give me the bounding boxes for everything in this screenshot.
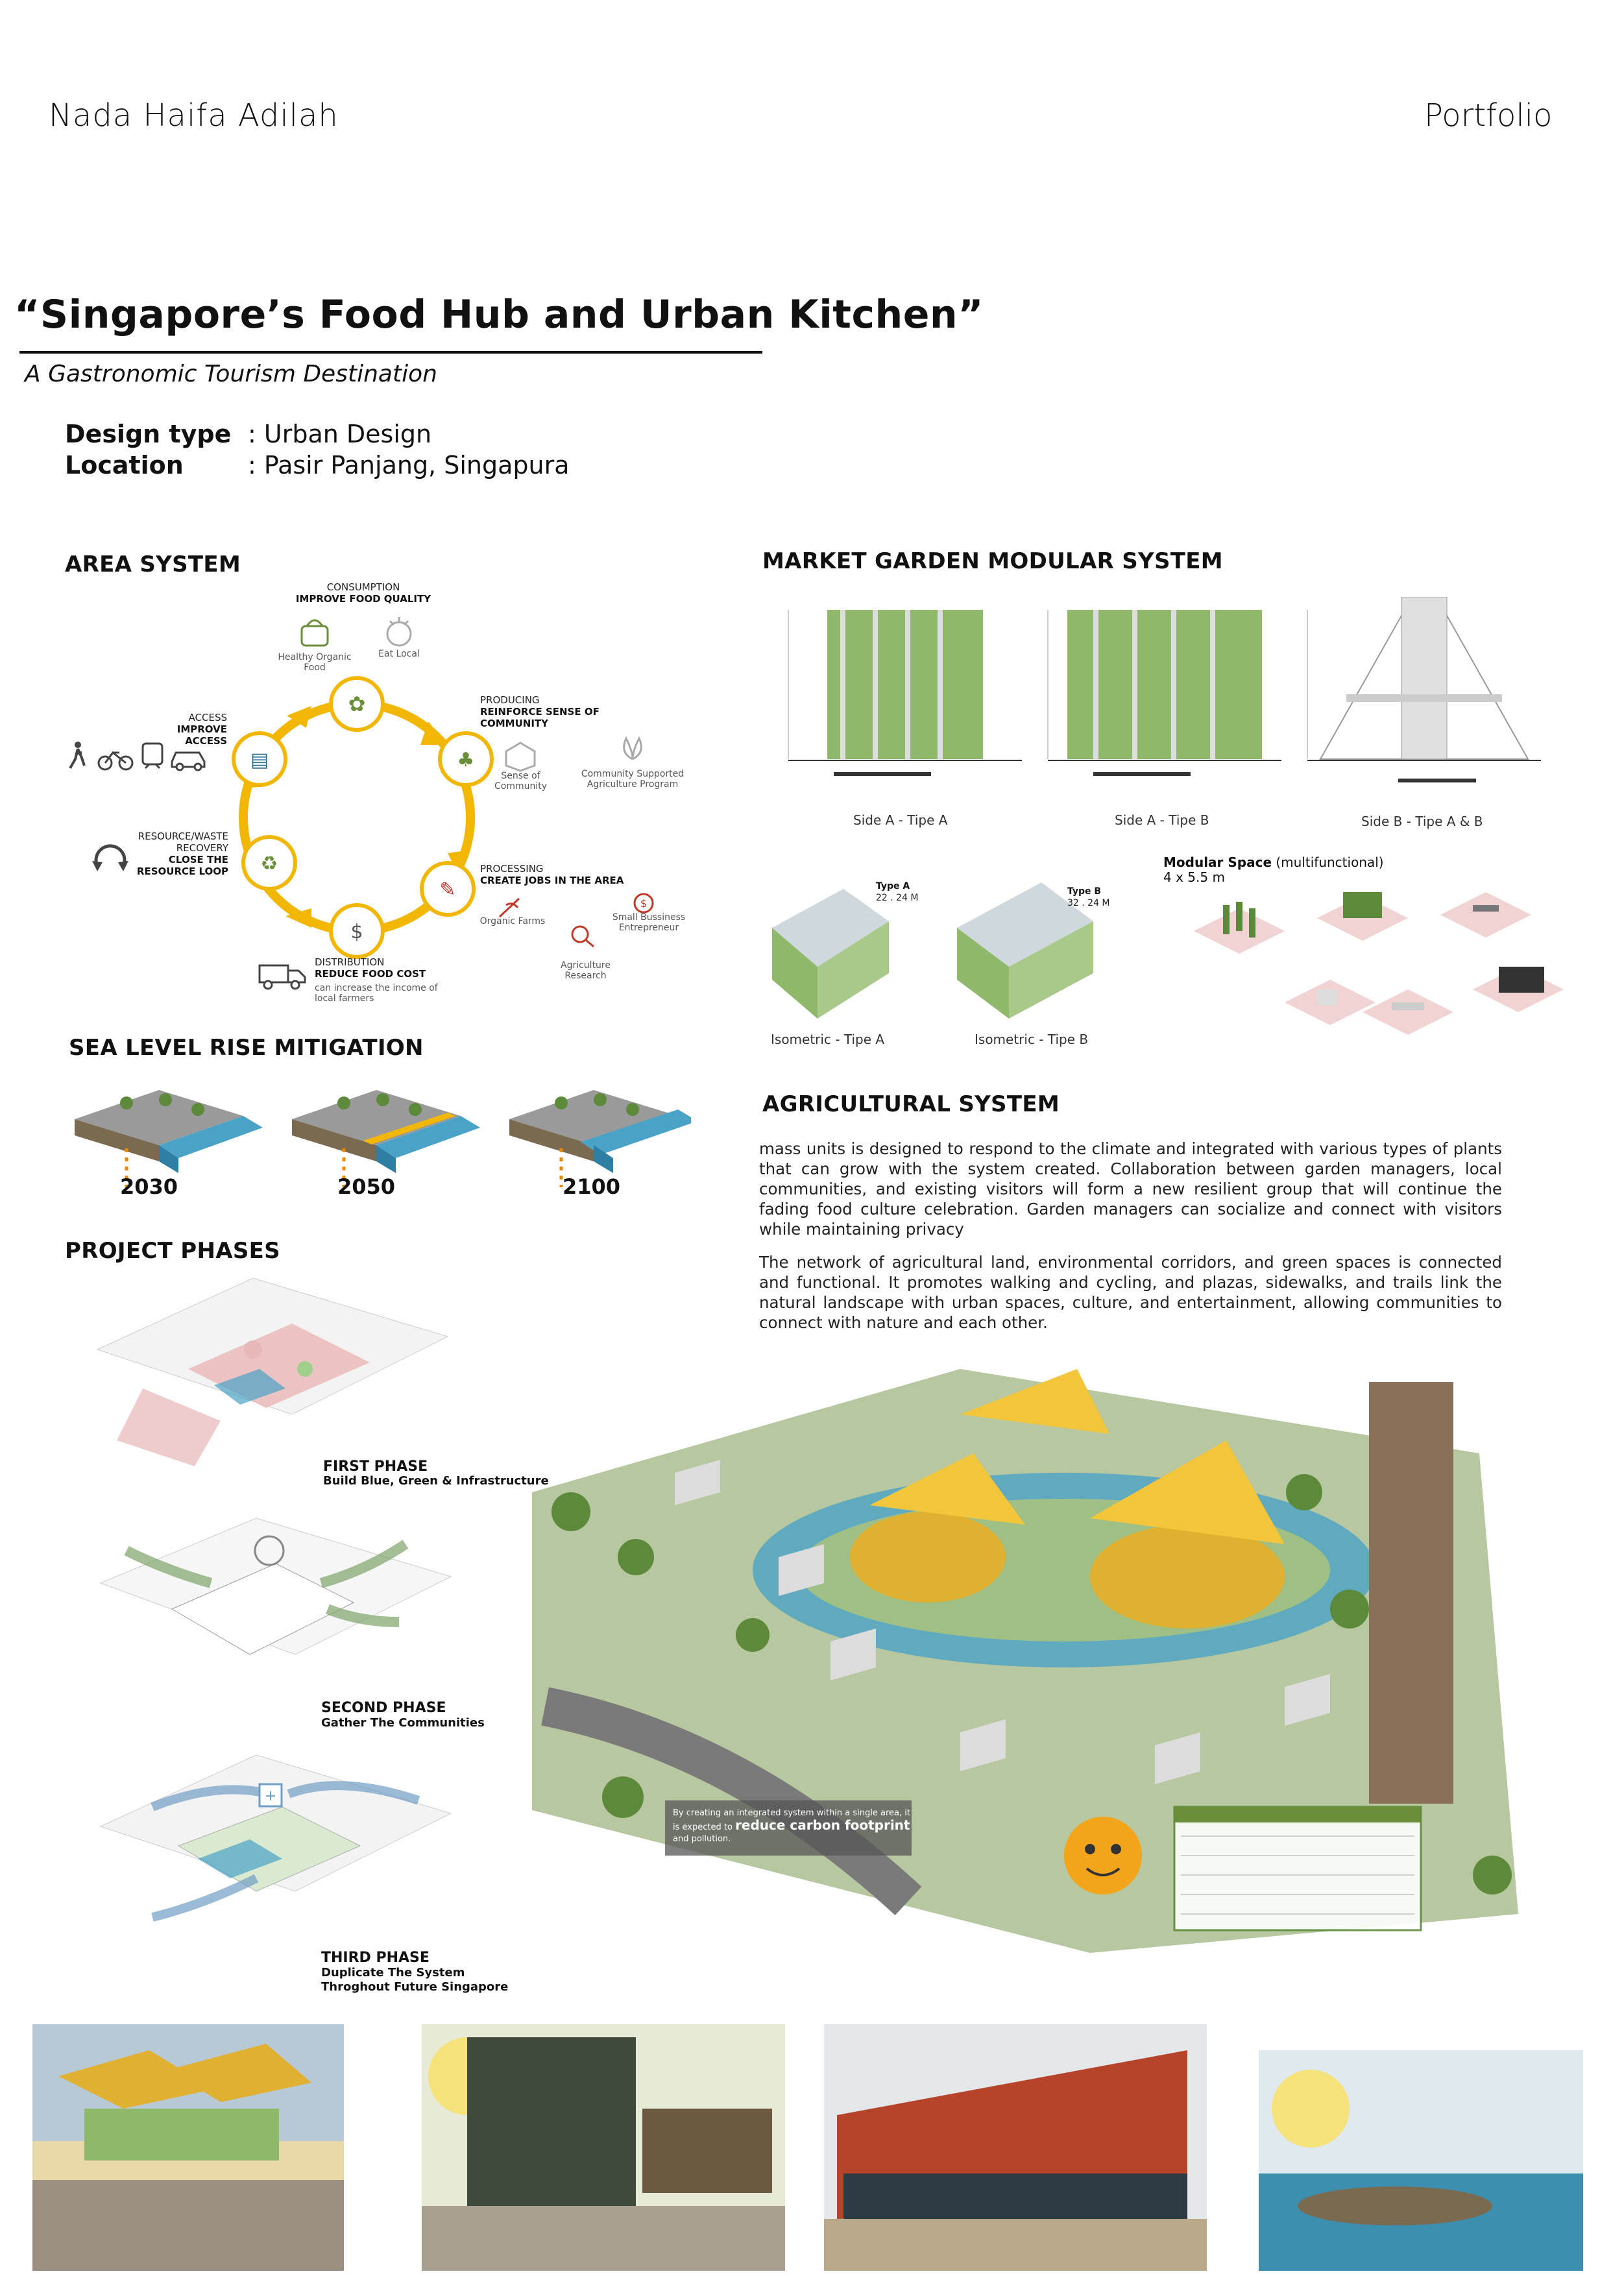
sense-of-community-label: Sense of Community [494,771,548,792]
market-garden-heading: MARKET GARDEN MODULAR SYSTEM [762,548,1223,574]
phase-title: FIRST PHASE [323,1459,428,1475]
sea-level-diagrams [68,1077,691,1187]
year-label: 2050 [337,1174,396,1199]
render-market-hall [824,2024,1207,2271]
elevation-drawings [775,597,1541,805]
phase-desc: Gather The Communities [321,1716,485,1730]
elevation-caption: Side A - Tipe A [853,812,948,828]
carbon-callout: By creating an integrated system within a single area, it is expected to reduce carbon footprint and pollution. [673,1808,910,1844]
portfolio-label: Portfolio [1424,97,1553,134]
svg-text:▤: ▤ [250,749,269,771]
area-system-cycle [214,675,500,960]
distribution-label: DISTRIBUTION REDUCE FOOD COST [315,956,426,980]
sea-level-2100 [509,1090,691,1173]
isometric-caption: Isometric - Tipe B [975,1032,1089,1047]
processing-label: PROCESSING CREATE JOBS IN THE AREA [480,863,624,886]
sea-level-2030 [75,1090,263,1173]
phase-title: THIRD PHASE [321,1950,430,1966]
area-system-heading: AREA SYSTEM [65,551,241,577]
elevation-caption: Side A - Tipe B [1115,812,1209,828]
isometric-caption: Isometric - Tipe A [771,1032,885,1047]
meta-row [65,450,570,481]
author-name: Nada Haifa Adilah [49,97,339,134]
healthy-food-label: Healthy Organic Food [278,652,352,673]
title-underline [19,351,762,354]
car-icon [172,753,204,770]
organic-farms-label: Organic Farms [479,916,546,926]
phase-title: SECOND PHASE [321,1700,446,1716]
svg-text:✿: ✿ [348,692,366,716]
agricultural-paragraph: mass units is designed to respond to the climate and integrated with various types of plants that can grow with the system created. Collaboration between garden managers, local communities, and existing visitors will form a new resilient group that will continue the fading food culture celebration. Garden managers can socialize and connect with visitors while maintaining privacy [759,1139,1502,1239]
type-a-label: Type A 22 . 24 M [876,881,919,903]
project-title: “Singapore’s Food Hub and Urban Kitchen” [14,292,984,337]
meta-value: : Pasir Panjang, Singapura [248,451,570,479]
modular-space-units [1187,892,1577,1074]
svg-text:$: $ [640,897,648,910]
meta-key: Design type [65,420,232,448]
type-b-label: Type B 32 . 24 M [1067,886,1110,908]
train-icon [143,744,162,768]
year-label: 2030 [120,1174,178,1199]
first-phase-map [91,1272,454,1479]
agricultural-heading: AGRICULTURAL SYSTEM [762,1091,1060,1117]
eat-local-label: Eat Local [378,649,420,659]
sea-level-2050 [292,1090,480,1173]
elevation-caption: Side B - Tipe A & B [1361,814,1483,829]
module-unit [1194,902,1285,954]
csa-label: Community Supported Agriculture Program [581,769,685,790]
recycle-loop-icon [84,834,136,886]
small-business-label: Small Bussiness Entrepreneur [612,912,686,933]
agricultural-paragraph: The network of agricultural land, environmental corridors, and green spaces is connected and functional. It promotes walking and cycling, and plazas, sidewalks, and trails link the natural landscape with urban spaces, culture, and entertainment, allowing communities to connect with nature and each other. [759,1253,1502,1332]
bike-icon [99,753,132,769]
research-icon [566,920,601,949]
phase-desc: Duplicate The System Throghout Future Singapore [321,1966,509,1994]
transport-icons [65,740,227,772]
meta-row [65,418,570,450]
svg-text:✎: ✎ [439,878,456,901]
access-label: ACCESS IMPROVE ACCESS [176,712,227,747]
second-phase-map [94,1512,457,1706]
perspective-renders [0,2011,1624,2276]
module-unit [1363,989,1453,1035]
elevation-side-b [1307,597,1541,782]
elevation-side-a-tipe-b [1048,610,1281,776]
producing-label: PRODUCING REINFORCE SENSE OF COMMUNITY [480,694,600,729]
masterplan-render [506,1343,1624,1992]
module-unit [1317,892,1408,941]
meta-key: Location [65,451,184,479]
meta-value: : Urban Design [248,420,432,448]
modular-space-title: Modular Space (multifunctional) [1163,854,1384,870]
elevation-side-a-tipe-a [788,610,1022,776]
csa-icon [613,733,652,766]
agriculture-research-label: Agriculture Research [561,960,611,981]
year-label: 2100 [563,1174,621,1199]
project-subtitle: A Gastronomic Tourism Destination [25,361,437,387]
module-unit [1473,967,1564,1012]
render-urban-tower [422,2024,785,2271]
healthy-food-icon [295,613,334,652]
modular-space-size: 4 x 5.5 m [1163,869,1225,885]
module-unit [1285,980,1376,1025]
walk-icon [70,742,84,768]
third-phase-map [94,1749,457,1950]
svg-text:+: + [264,1788,277,1804]
sea-level-heading: SEA LEVEL RISE MITIGATION [69,1035,424,1061]
community-icon [501,740,540,772]
render-market-plaza [32,2024,344,2271]
recovery-label: RESOURCE/WASTE RECOVERY CLOSE THE RESOURCE LOOP [136,830,228,877]
svg-text:♻: ♻ [260,853,278,875]
consumption-label: CONSUMPTION IMPROVE FOOD QUALITY [295,581,431,605]
project-phases-heading: PROJECT PHASES [65,1238,280,1264]
project-meta [65,418,570,481]
isometric-tipe-a [772,889,889,1019]
svg-text:$: $ [350,921,363,943]
distribution-note: can increase the income of local farmers [315,983,438,1004]
module-unit [1440,892,1531,938]
svg-text:♣: ♣ [457,749,475,771]
render-waterfront [1259,2050,1583,2271]
truck-icon [256,954,308,993]
eat-local-icon [380,613,418,652]
phase-desc: Build Blue, Green & Infrastructure [323,1474,549,1488]
